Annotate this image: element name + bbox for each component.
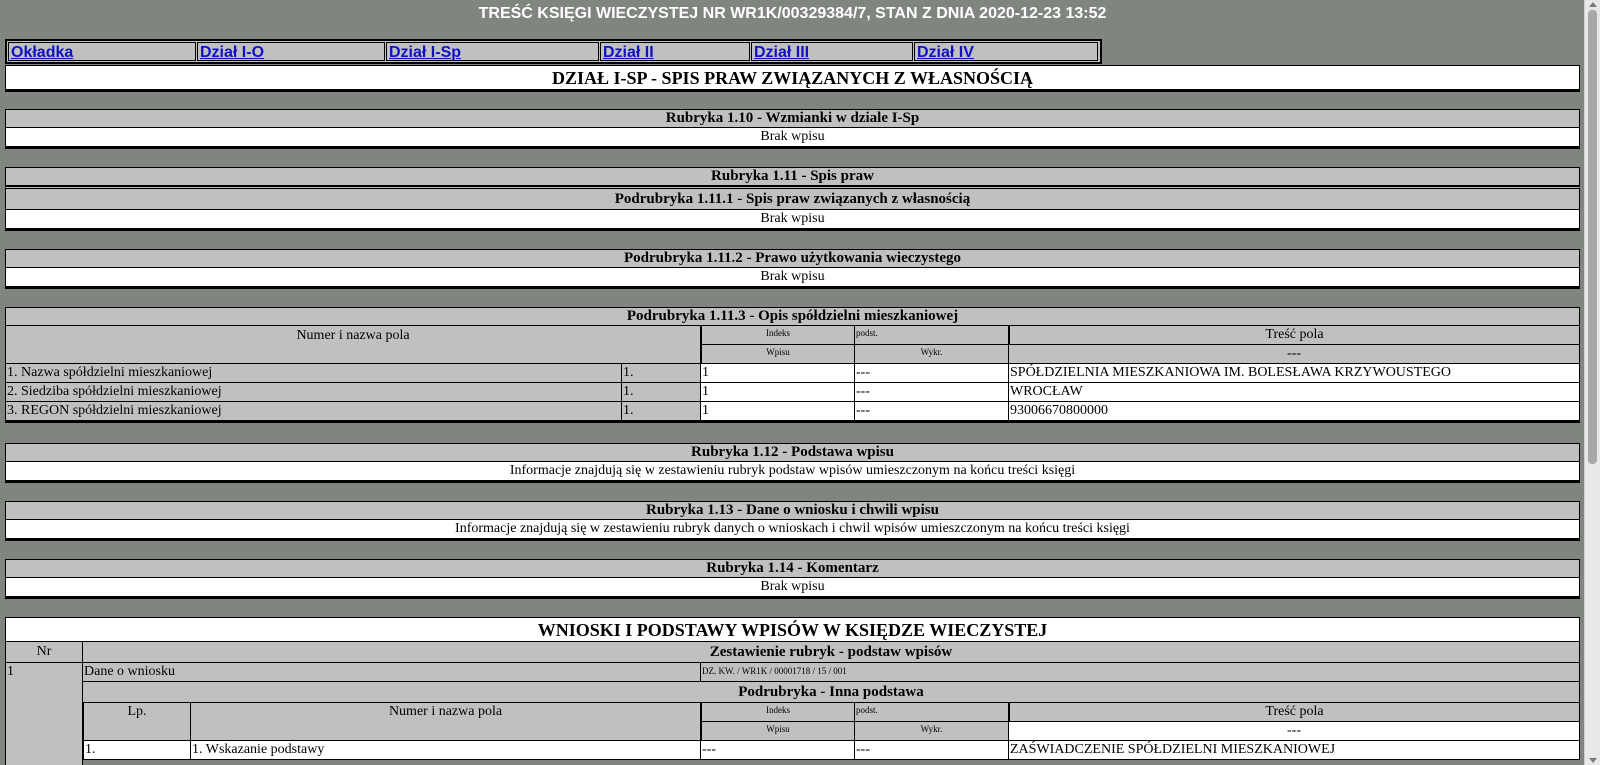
- row-value: 93006670800000: [1009, 402, 1580, 421]
- rubryka-value: Informacje znajdują się w zestawieniu rubryk danych o wnioskach i chwil wpisów umieszczonym na końcu treści księgi: [5, 520, 1580, 539]
- rubryka-title: Rubryka 1.10 - Wzmianki w dziale I-Sp: [5, 109, 1580, 128]
- rubryka-title: Rubryka 1.11 - Spis praw: [5, 167, 1580, 186]
- podrubryka-title: Podrubryka 1.11.1 - Spis praw związanych z własnością: [5, 186, 1580, 210]
- podrubryka-1-11-3: [5, 307, 1580, 423]
- rubryka-1-10: [5, 109, 1580, 149]
- nav-link-dzial-iii[interactable]: Dział III: [751, 42, 913, 61]
- row-field-name: 2. Siedziba spółdzielni mieszkaniowej: [5, 383, 622, 402]
- wnioski-section: [5, 617, 1580, 765]
- row-wpisu: 1: [701, 402, 855, 421]
- header-wpisu: Wpisu: [701, 722, 855, 741]
- rubryka-value: Brak wpisu: [5, 128, 1580, 147]
- row-wpisu: ---: [701, 741, 855, 760]
- podrubryka-1-11-2: [5, 249, 1580, 289]
- podrubryka-title: Podrubryka 1.11.3 - Opis spółdzielni mieszkaniowej: [5, 307, 1580, 326]
- section-header: [5, 65, 1580, 92]
- header-podst: podst.: [855, 326, 1009, 345]
- rubryka-value: Brak wpisu: [5, 578, 1580, 597]
- row-wykr: ---: [855, 364, 1009, 383]
- header-indeks: Indeks: [701, 703, 855, 722]
- header-tresc: Treść pola: [1009, 703, 1580, 722]
- row-field-name: 1. Wskazanie podstawy: [191, 741, 701, 760]
- entry-nr: 1: [5, 663, 83, 765]
- dane-value: DZ. KW. / WR1K / 00001718 / 15 / 001: [701, 663, 1580, 682]
- row-sub: 1.: [622, 364, 701, 383]
- table-row: [5, 402, 1580, 421]
- row-lp: 1.: [83, 741, 191, 760]
- header-zestawienie: Zestawienie rubryk - podstaw wpisów: [83, 642, 1580, 663]
- scroll-down-arrow-icon[interactable]: [1589, 758, 1597, 763]
- row-wpisu: 1: [701, 364, 855, 383]
- header-indeks: Indeks: [701, 326, 855, 345]
- row-wykr: ---: [855, 383, 1009, 402]
- header-wykr: Wykr.: [855, 345, 1009, 364]
- row-wykr: ---: [855, 402, 1009, 421]
- row-wpisu: 1: [701, 383, 855, 402]
- row-value: ZAŚWIADCZENIE SPÓŁDZIELNI MIESZKANIOWEJ: [1009, 741, 1580, 760]
- section-nav: [5, 39, 1102, 64]
- rubryka-1-14: [5, 559, 1580, 599]
- podrubryka-title: Podrubryka 1.11.2 - Prawo użytkowania wieczystego: [5, 249, 1580, 268]
- nav-link-dzial-ii[interactable]: Dział II: [600, 42, 750, 61]
- table-row: [5, 383, 1580, 402]
- header-podst: podst.: [855, 703, 1009, 722]
- header-field: Numer i nazwa pola: [5, 326, 701, 364]
- rubryka-1-11: [5, 167, 1580, 231]
- rubryka-value: Informacje znajdują się w zestawieniu rubryk podstaw wpisów umieszczonym na końcu treści księgi: [5, 462, 1580, 481]
- dane-label: Dane o wniosku: [83, 663, 701, 682]
- podrubryka-value: Brak wpisu: [5, 210, 1580, 229]
- wnioski-title: WNIOSKI I PODSTAWY WPISÓW W KSIĘDZE WIECZYSTEJ: [5, 617, 1580, 642]
- podrubryka-inna-title: Podrubryka - Inna podstawa: [83, 682, 1580, 703]
- document-title: TREŚĆ KSIĘGI WIECZYSTEJ NR WR1K/00329384/7, STAN Z DNIA 2020-12-23 13:52: [478, 5, 1107, 22]
- row-wykr: ---: [855, 741, 1009, 760]
- header-wpisu: Wpisu: [701, 345, 855, 364]
- scrollbar-thumb[interactable]: [1588, 10, 1597, 464]
- scroll-up-arrow-icon[interactable]: [1589, 2, 1597, 7]
- nav-link-dzial-isp[interactable]: Dział I-Sp: [386, 42, 599, 61]
- rubryka-1-13: [5, 501, 1580, 541]
- header-dash: ---: [1009, 345, 1580, 364]
- rubryka-title: Rubryka 1.14 - Komentarz: [5, 559, 1580, 578]
- nav-link-dzial-iv[interactable]: Dział IV: [914, 42, 1098, 61]
- nav-link-okladka[interactable]: Okładka: [8, 42, 196, 61]
- header-field: Numer i nazwa pola: [191, 703, 701, 741]
- rubryka-title: Rubryka 1.13 - Dane o wniosku i chwili wpisu: [5, 501, 1580, 520]
- row-sub: 1.: [622, 402, 701, 421]
- row-value: SPÓŁDZIELNIA MIESZKANIOWA IM. BOLESŁAWA KRZYWOUSTEGO: [1009, 364, 1580, 383]
- row-field-name: 1. Nazwa spółdzielni mieszkaniowej: [5, 364, 622, 383]
- vertical-scrollbar[interactable]: [1584, 0, 1600, 765]
- row-value: WROCŁAW: [1009, 383, 1580, 402]
- header-nr: Nr: [5, 642, 83, 663]
- header-dash: ---: [1009, 722, 1580, 741]
- nav-link-dzial-io[interactable]: Dział I-O: [197, 42, 385, 61]
- row-field-name: 3. REGON spółdzielni mieszkaniowej: [5, 402, 622, 421]
- rubryka-1-12: [5, 443, 1580, 483]
- table-row: [83, 741, 1580, 760]
- header-wykr: Wykr.: [855, 722, 1009, 741]
- rubryka-title: Rubryka 1.12 - Podstawa wpisu: [5, 443, 1580, 462]
- table-row: [5, 364, 1580, 383]
- row-sub: 1.: [622, 383, 701, 402]
- podrubryka-value: Brak wpisu: [5, 268, 1580, 287]
- header-tresc: Treść pola: [1009, 326, 1580, 345]
- header-lp: Lp.: [83, 703, 191, 741]
- section-title: DZIAŁ I-SP - SPIS PRAW ZWIĄZANYCH Z WŁASNOŚCIĄ: [5, 65, 1580, 90]
